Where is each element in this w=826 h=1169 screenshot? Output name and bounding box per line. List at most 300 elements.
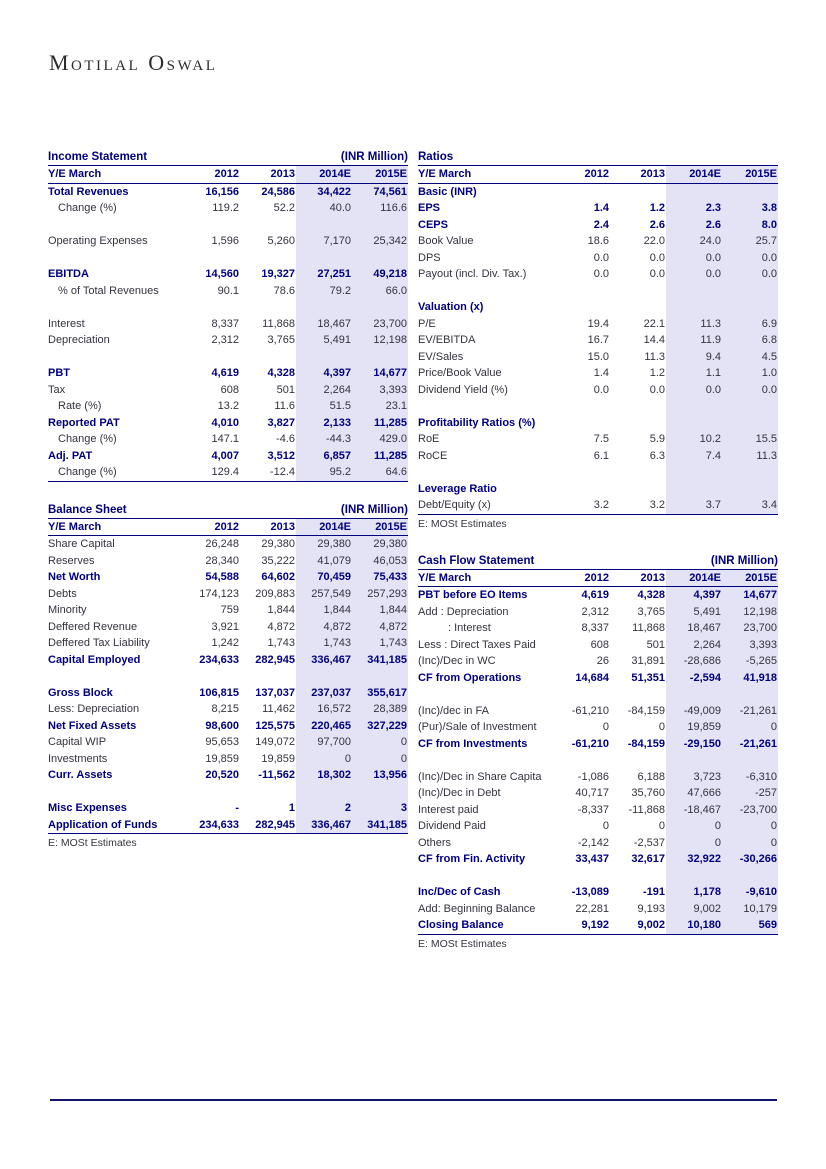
column-header-ye-march: Y/E March [48, 166, 184, 183]
table-row [48, 800, 408, 817]
row-label: % of Total Revenues [58, 284, 159, 297]
cell-value [722, 299, 778, 316]
cell-value: 18.6 [587, 235, 609, 247]
cell-value: -11,868 [628, 803, 665, 816]
row-label: Adj. PAT [48, 449, 93, 462]
column-header: 2015E [722, 166, 778, 183]
cell-value [184, 349, 240, 366]
table-row [48, 536, 408, 553]
cell-value [610, 398, 666, 415]
cell-value: 47,666 [666, 785, 722, 802]
cell-value: 23.1 [352, 398, 408, 415]
cell-value [184, 250, 240, 267]
table-grid [418, 166, 778, 515]
table-header [48, 148, 408, 166]
cell-value: 40,717 [575, 787, 609, 799]
cell-value [554, 398, 610, 415]
cell-value: 29,380 [352, 536, 408, 553]
cell-value: 13.2 [217, 400, 239, 412]
cell-value: 0.0 [722, 266, 778, 283]
cell-value: 0 [352, 734, 408, 751]
cell-value: -21,261 [722, 736, 778, 753]
table-row [48, 817, 408, 834]
cell-value: -2,142 [577, 836, 609, 849]
cell-value: 1,596 [211, 235, 239, 247]
cell-value [240, 784, 296, 801]
cell-value: 341,185 [352, 817, 408, 834]
row-label: Basic (INR) [418, 185, 477, 198]
table-row [48, 398, 408, 415]
table-header [48, 501, 408, 519]
cell-value: 0 [666, 818, 722, 835]
cell-value: 0 [722, 719, 778, 736]
cell-value: 6,857 [296, 448, 352, 465]
cell-value: 29,380 [261, 538, 295, 550]
cell-value: 4,872 [267, 620, 295, 633]
table-row [418, 785, 778, 802]
row-label: RoE [418, 433, 440, 445]
cell-value: 0 [666, 835, 722, 852]
cell-value: 1.4 [593, 202, 609, 214]
cell-value: 28,389 [352, 701, 408, 718]
table-row [48, 586, 408, 603]
cell-value [296, 299, 352, 316]
cell-value: 4,872 [296, 619, 352, 636]
cell-value: 257,549 [296, 586, 352, 603]
table-row [48, 553, 408, 570]
cell-value: 14.4 [643, 334, 665, 346]
cell-value: 149,072 [255, 736, 295, 748]
cell-value: 3,921 [211, 620, 239, 633]
cell-value: 0.0 [649, 251, 665, 264]
table-row [48, 602, 408, 619]
cell-value [352, 349, 408, 366]
cell-value: 9,002 [637, 919, 665, 931]
cell-value: 5,491 [666, 604, 722, 621]
column-header: 2013 [240, 166, 296, 183]
row-label: Price/Book Value [418, 367, 502, 379]
cell-value [554, 752, 610, 769]
cell-value: 7,170 [296, 233, 352, 250]
cell-value [666, 398, 722, 415]
cell-value: 0 [602, 721, 609, 733]
table-row [48, 734, 408, 751]
row-label: Depreciation [48, 334, 110, 346]
row-label [418, 868, 554, 885]
footer-divider [50, 1099, 777, 1101]
table-row [418, 448, 778, 465]
row-label: EV/EBITDA [418, 334, 476, 346]
cell-value: 22.1 [643, 317, 665, 330]
table-header [418, 148, 778, 166]
table-unit: (INR Million) [340, 151, 408, 163]
cell-value: 25.7 [722, 233, 778, 250]
cell-value: 119.2 [212, 202, 239, 214]
row-label: CEPS [418, 218, 448, 231]
cell-value: 16,156 [205, 185, 239, 198]
cell-value [666, 464, 722, 481]
table-row [418, 703, 778, 720]
cell-value: 24.0 [666, 233, 722, 250]
cell-value: 35,222 [261, 554, 295, 567]
column-header: 2015E [352, 519, 408, 536]
cell-value [666, 415, 722, 432]
cell-value: -13,089 [571, 886, 609, 898]
row-label: Less : Direct Taxes Paid [418, 638, 536, 651]
cell-value [240, 668, 296, 685]
cell-value: 32,617 [631, 853, 665, 865]
row-label: Net Worth [48, 571, 101, 583]
row-label: EPS [418, 202, 441, 214]
cell-value: 19,327 [261, 268, 295, 280]
cell-value: 4,397 [666, 587, 722, 604]
table-title: Ratios [418, 151, 454, 163]
cell-value: 0.0 [722, 250, 778, 267]
cell-value [184, 668, 240, 685]
cell-value: 6.8 [722, 332, 778, 349]
cell-value: -6,310 [722, 769, 778, 786]
row-label: Net Fixed Assets [48, 719, 137, 732]
cell-value: 4,619 [211, 367, 239, 379]
table-row [48, 349, 408, 366]
row-label: PBT [48, 367, 70, 379]
table-row [418, 497, 778, 514]
cell-value: -84,159 [627, 737, 665, 750]
cell-value: 25,342 [352, 233, 408, 250]
cell-value [352, 299, 408, 316]
cell-value: 336,467 [296, 652, 352, 669]
cell-value: 11.6 [274, 400, 295, 412]
cell-value [240, 299, 296, 316]
cell-value [554, 868, 610, 885]
cell-value: 51.5 [296, 398, 352, 415]
column-header: 2012 [554, 166, 610, 183]
cell-value: 70,459 [296, 569, 352, 586]
cell-value [722, 686, 778, 703]
row-label: Closing Balance [418, 919, 504, 931]
cell-value: 11,462 [262, 703, 295, 715]
row-label: Rate (%) [58, 400, 102, 412]
cell-value [610, 299, 666, 316]
cell-value: 98,600 [205, 719, 239, 732]
table-row [48, 250, 408, 267]
cell-value [352, 217, 408, 234]
table-row [48, 217, 408, 234]
cell-value [610, 752, 666, 769]
cell-value: 1,844 [352, 602, 408, 619]
table-row [418, 719, 778, 736]
cell-value: 6.9 [722, 316, 778, 333]
cell-value [240, 349, 296, 366]
cell-value: 35,760 [631, 787, 665, 799]
cell-value: 79.2 [296, 283, 352, 300]
table-row [418, 299, 778, 316]
cell-value: 18,467 [296, 316, 352, 333]
cell-value: 341,185 [352, 652, 408, 669]
cell-value: 3,723 [666, 769, 722, 786]
cell-value: 0 [722, 818, 778, 835]
table-row [418, 316, 778, 333]
cell-value [666, 283, 722, 300]
table-row [418, 183, 778, 200]
cell-value [352, 668, 408, 685]
cell-value: 26,248 [205, 538, 239, 550]
row-label: Misc Expenses [48, 802, 127, 814]
cell-value: 2 [296, 800, 352, 817]
row-label: Debts [48, 587, 77, 600]
row-label: Leverage Ratio [418, 482, 497, 495]
column-header-row [48, 166, 408, 183]
cell-value: -9,610 [722, 884, 778, 901]
table-row [48, 382, 408, 399]
cell-value: 4,007 [211, 449, 239, 462]
table-row [48, 299, 408, 316]
table-row [48, 685, 408, 702]
row-label: Change (%) [58, 433, 117, 445]
cell-value [610, 686, 666, 703]
table-row [418, 587, 778, 604]
table-row [418, 670, 778, 687]
cell-value: 10.2 [666, 431, 722, 448]
cell-value: 4.5 [722, 349, 778, 366]
cell-value: 97,700 [296, 734, 352, 751]
row-label: Deffered Tax Liability [48, 637, 150, 649]
row-label: Change (%) [58, 202, 117, 214]
cell-value: 3.2 [649, 499, 665, 511]
cell-value [722, 464, 778, 481]
row-label: Dividend Paid [418, 820, 486, 832]
cell-value: 9,192 [581, 919, 609, 931]
row-label: Others [418, 836, 452, 849]
cell-value: 1,844 [296, 602, 352, 619]
table-row [418, 233, 778, 250]
cell-value: 12,198 [352, 332, 408, 349]
cell-value [554, 481, 610, 498]
table-row [418, 349, 778, 366]
row-label: Profitability Ratios (%) [418, 416, 536, 429]
cell-value: 23,700 [352, 316, 408, 333]
cell-value: 0.0 [593, 383, 609, 396]
cell-value: 3,512 [267, 449, 295, 462]
table-row [48, 431, 408, 448]
cell-value: -4.6 [276, 433, 295, 445]
cell-value: 64.6 [352, 464, 408, 481]
cell-value: -5,265 [722, 653, 778, 670]
cell-value: 1.2 [649, 202, 665, 214]
row-label: Payout (incl. Div. Tax.) [418, 268, 527, 280]
cell-value: 5.9 [649, 433, 665, 445]
row-label: Gross Block [48, 686, 113, 699]
cell-value: 501 [646, 638, 665, 651]
cell-value: 501 [276, 383, 295, 396]
cell-value: -12.4 [269, 466, 295, 478]
row-label: Debt/Equity (x) [418, 499, 491, 511]
row-label: CF from Investments [418, 737, 528, 750]
cell-value [666, 752, 722, 769]
row-label: Inc/Dec of Cash [418, 886, 501, 898]
table-row [418, 818, 778, 835]
cell-value [722, 183, 778, 200]
cell-value [296, 217, 352, 234]
row-label: : Interest [448, 622, 491, 634]
cell-value [610, 868, 666, 885]
cell-value: 234,633 [199, 653, 239, 666]
table-row [48, 767, 408, 784]
table-row [418, 283, 778, 300]
cell-value: 64,602 [261, 571, 295, 583]
cell-value: 15.0 [587, 350, 609, 363]
cell-value [554, 686, 610, 703]
row-label [48, 217, 184, 234]
cell-value: 3.7 [666, 497, 722, 514]
cell-value [610, 415, 666, 432]
cell-value: -21,261 [722, 703, 778, 720]
cell-value: 11.3 [722, 448, 778, 465]
cell-value [554, 464, 610, 481]
table-row [418, 250, 778, 267]
cell-value: -61,210 [571, 737, 609, 750]
row-label: RoCE [418, 449, 448, 462]
table-row [418, 332, 778, 349]
cell-value: 5,260 [267, 235, 295, 247]
cell-value: 2.6 [666, 217, 722, 234]
cell-value: 15.5 [722, 431, 778, 448]
cell-value: 41,079 [296, 553, 352, 570]
table-row [418, 752, 778, 769]
cell-value: 19,859 [261, 752, 295, 765]
cell-value: 4,397 [296, 365, 352, 382]
table-header [418, 552, 778, 570]
cell-value: 4,010 [211, 416, 239, 429]
cell-value [296, 250, 352, 267]
cell-value: 129.4 [211, 466, 239, 478]
cell-value: 0 [658, 820, 665, 832]
cell-value: 1,844 [267, 604, 295, 616]
row-label: (Inc)/Dec in Debt [418, 787, 501, 799]
cell-value: 0.0 [666, 382, 722, 399]
row-label: CF from Fin. Activity [418, 853, 526, 865]
row-label: Share Capital [48, 538, 115, 550]
cell-value: -49,009 [666, 703, 722, 720]
cell-value: 1.0 [722, 365, 778, 382]
cell-value: 14,677 [352, 365, 408, 382]
cell-value: 0.0 [722, 382, 778, 399]
table-row [48, 718, 408, 735]
cell-value: 327,229 [352, 718, 408, 735]
table-row [418, 620, 778, 637]
row-label: Application of Funds [48, 818, 158, 831]
cell-value: 19.4 [587, 317, 609, 330]
row-label: EV/Sales [418, 350, 464, 363]
cell-value: 1 [288, 802, 295, 814]
table-row [48, 751, 408, 768]
cell-value: 8,215 [211, 703, 239, 715]
cell-value: 11,868 [262, 317, 295, 330]
cell-value [722, 752, 778, 769]
row-label [418, 398, 554, 415]
column-header: 2012 [184, 519, 240, 536]
table-footnote: E: MOSt Estimates [48, 837, 137, 849]
row-label: Investments [48, 752, 108, 765]
row-label: Reported PAT [48, 416, 120, 429]
cell-value: -44.3 [296, 431, 352, 448]
cell-value: 1.2 [649, 367, 665, 379]
cell-value: 0.0 [666, 250, 722, 267]
cell-value: 28,340 [205, 554, 239, 567]
cash-flow-table [418, 552, 778, 951]
ratios-table [418, 148, 778, 531]
column-header: 2015E [352, 166, 408, 183]
table-row [48, 415, 408, 432]
row-label: Capital Employed [48, 653, 141, 666]
cell-value: 34,422 [296, 183, 352, 200]
cell-value: -2,594 [666, 670, 722, 687]
cell-value: 14,560 [205, 268, 239, 280]
cell-value: 74,561 [352, 183, 408, 200]
cell-value: 9.4 [666, 349, 722, 366]
table-row [418, 868, 778, 885]
cell-value: -29,150 [666, 736, 722, 753]
cell-value: 9,002 [666, 901, 722, 918]
row-label: Reserves [48, 554, 95, 567]
cell-value: 429.0 [352, 431, 408, 448]
table-row [418, 686, 778, 703]
cell-value: 1,242 [211, 637, 239, 649]
cell-value: 3 [352, 800, 408, 817]
table-row [48, 668, 408, 685]
cell-value: 0.0 [649, 383, 665, 396]
cell-value: 95.2 [296, 464, 352, 481]
column-header: 2014E [296, 166, 352, 183]
cell-value: 2,133 [296, 415, 352, 432]
table-row [418, 802, 778, 819]
table-row [418, 464, 778, 481]
table-row [48, 266, 408, 283]
table-grid [48, 519, 408, 835]
cell-value: 1,178 [666, 884, 722, 901]
cell-value [184, 217, 240, 234]
cell-value: 8,337 [581, 622, 609, 634]
table-row [418, 917, 778, 934]
cell-value: 6,188 [637, 770, 665, 783]
cell-value: 14,684 [575, 671, 609, 684]
table-row [418, 415, 778, 432]
cell-value: 3,393 [352, 382, 408, 399]
cell-value: 23,700 [722, 620, 778, 637]
table-footnote: E: MOSt Estimates [418, 937, 507, 950]
cell-value [240, 217, 296, 234]
table-row [418, 604, 778, 621]
cell-value: 0 [658, 721, 665, 733]
cell-value: 608 [220, 383, 239, 396]
cell-value: 32,922 [666, 851, 722, 868]
cell-value: 7.5 [593, 433, 609, 445]
income-statement-table [48, 148, 408, 482]
row-label: Capital WIP [48, 736, 107, 748]
cell-value: 6.3 [649, 449, 665, 462]
row-label: (Inc)/Dec in WC [418, 655, 496, 667]
cell-value: 19,859 [205, 752, 239, 765]
cell-value: 3,765 [637, 605, 665, 618]
cell-value: 4,872 [352, 619, 408, 636]
cell-value: 1.1 [666, 365, 722, 382]
table-unit: (INR Million) [340, 503, 408, 516]
table-row [418, 653, 778, 670]
cell-value: 14,677 [722, 587, 778, 604]
cell-value [722, 481, 778, 498]
cell-value: 0.0 [593, 268, 609, 280]
cell-value: 16,572 [296, 701, 352, 718]
